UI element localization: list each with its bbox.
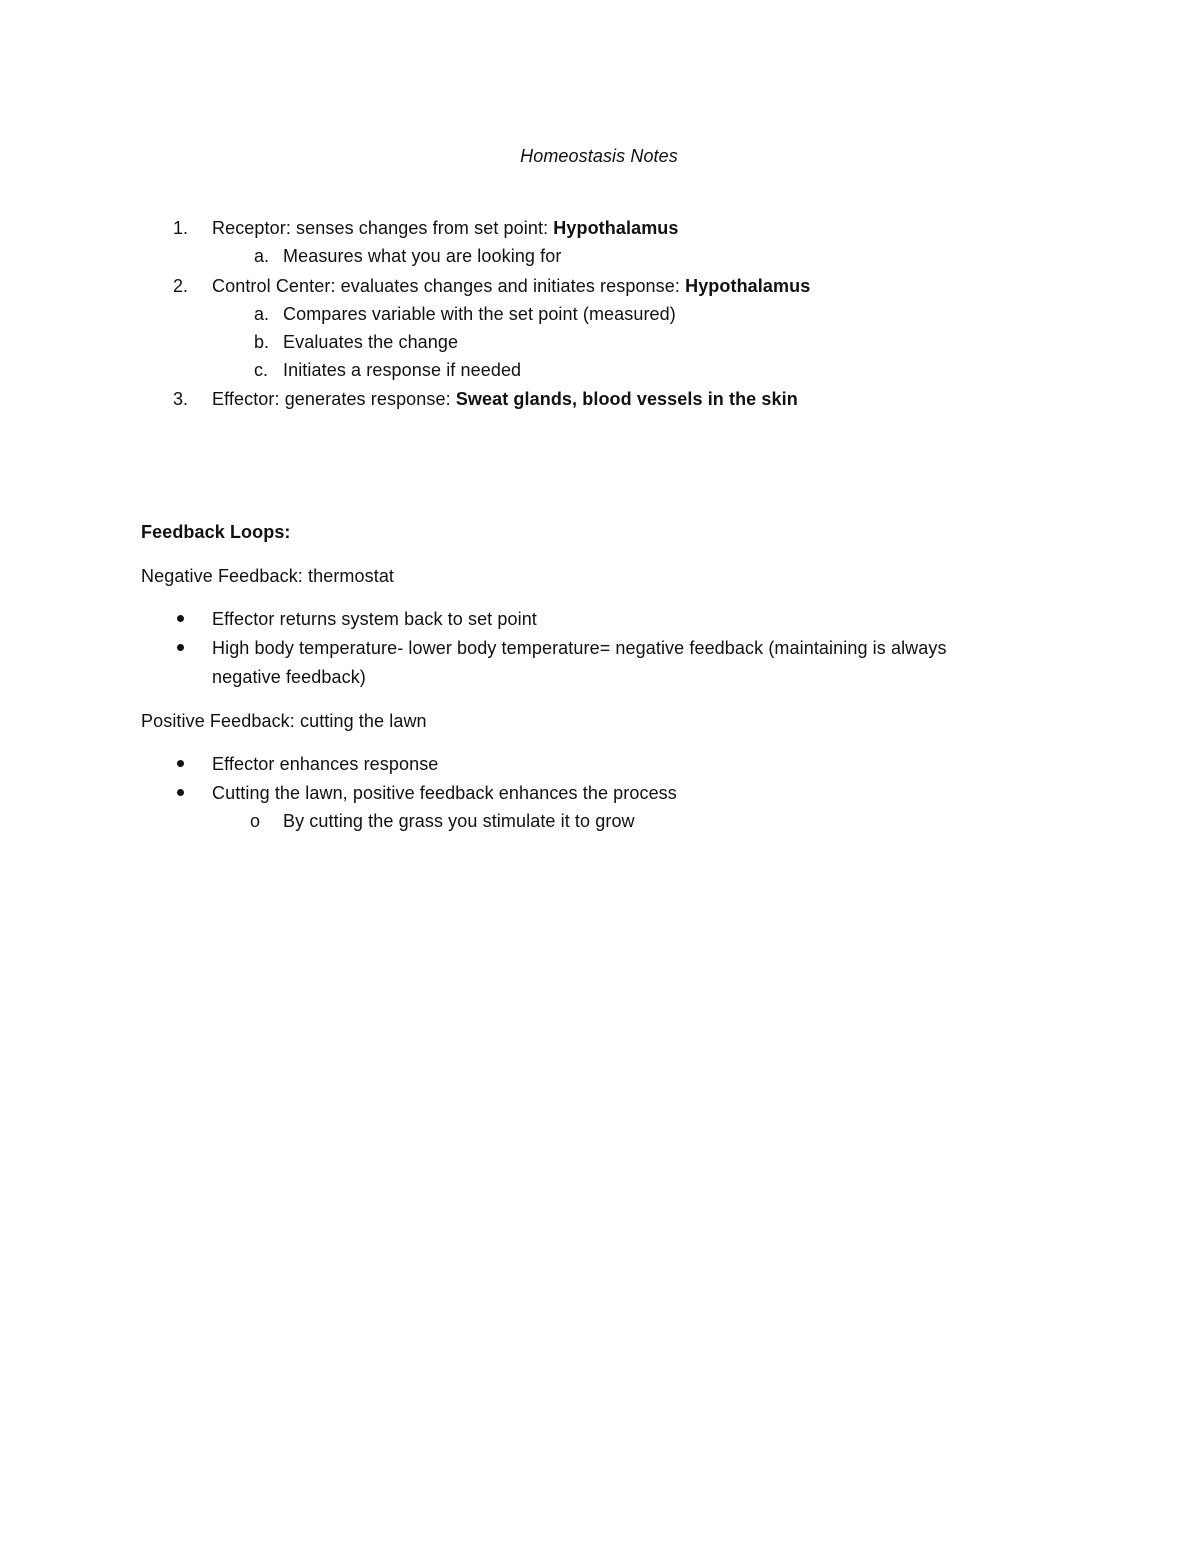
sub-marker-2c: c.: [254, 360, 269, 380]
bullet-icon: [177, 760, 184, 767]
sub-item: Evaluates the change: [283, 332, 459, 352]
bullet-item: Cutting the lawn, positive feedback enhances the process: [212, 783, 677, 803]
list-item-text: Control Center: evaluates changes and initiates response:: [212, 276, 686, 296]
sub-marker-1a: a.: [254, 246, 270, 266]
list-item-bold: Hypothalamus: [553, 218, 679, 238]
negative-feedback-heading: Negative Feedback: thermostat: [141, 566, 395, 586]
section-heading-feedback-loops: Feedback Loops:: [141, 522, 291, 542]
list-item-bold: Sweat glands, blood vessels in the skin: [455, 389, 798, 409]
bullet-item-continuation: negative feedback): [212, 667, 366, 687]
bullet-item: Effector enhances response: [212, 754, 439, 774]
list-item-control-center: [212, 274, 810, 298]
sub-marker-2a: a.: [254, 304, 270, 324]
sub-marker-2b: b.: [254, 332, 270, 352]
list-marker-3: 3.: [173, 389, 189, 409]
bullet-icon: [177, 615, 184, 622]
sub-bullet-item: By cutting the grass you stimulate it to grow: [283, 811, 635, 831]
list-item-receptor: [212, 216, 679, 240]
list-item-effector: [212, 387, 798, 411]
list-item-text: Effector: generates response:: [212, 389, 456, 409]
list-marker-1: 1.: [173, 218, 189, 238]
positive-feedback-heading: Positive Feedback: cutting the lawn: [141, 711, 427, 731]
bullet-icon: [177, 644, 184, 651]
bullet-icon: [177, 789, 184, 796]
sub-item: Measures what you are looking for: [283, 246, 562, 266]
sub-bullet-icon: o: [250, 811, 261, 831]
sub-item: Compares variable with the set point (measured): [283, 304, 676, 324]
page-title: Homeostasis Notes: [520, 146, 678, 166]
bullet-item: Effector returns system back to set point: [212, 609, 537, 629]
list-marker-2: 2.: [173, 276, 189, 296]
sub-item: Initiates a response if needed: [283, 360, 522, 380]
bullet-item: High body temperature- lower body temperature= negative feedback (maintaining is always: [212, 638, 947, 658]
list-item-text: Receptor: senses changes from set point:: [212, 218, 554, 238]
list-item-bold: Hypothalamus: [685, 276, 811, 296]
